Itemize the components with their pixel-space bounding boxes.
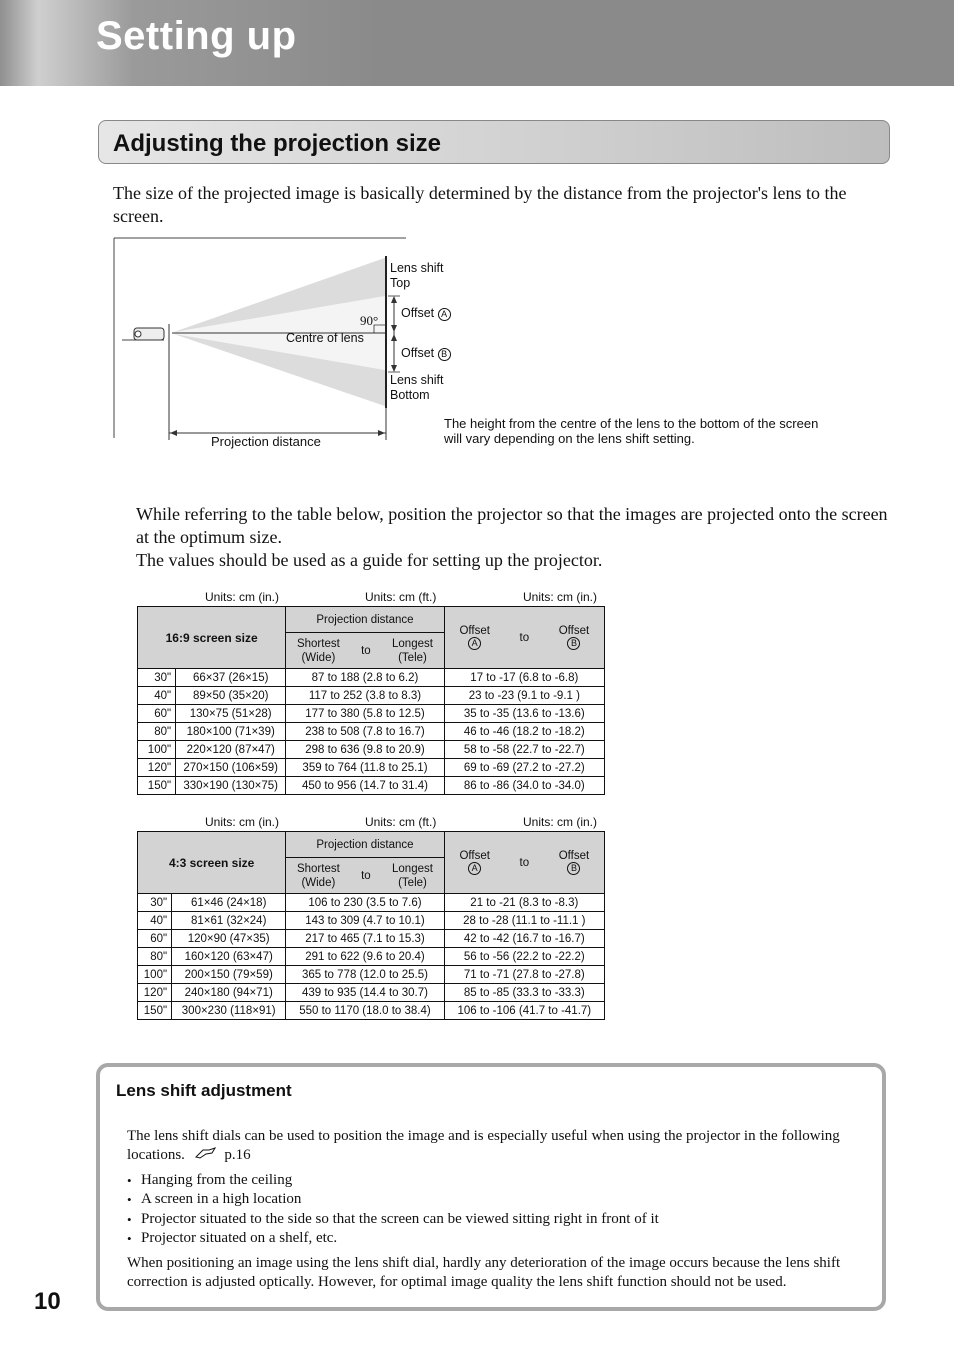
projection-distance-header: Projection distance — [286, 607, 444, 633]
distance-cell: 291 to 622 (9.6 to 20.4) — [286, 948, 444, 966]
distance-cell: 87 to 188 (2.8 to 6.2) — [286, 669, 444, 687]
lens-shift-bottom-line2: Bottom — [390, 388, 430, 402]
table-row — [138, 894, 605, 912]
screen-size-cell: 60" — [138, 705, 176, 723]
distance-cell: 177 to 380 (5.8 to 12.5) — [286, 705, 444, 723]
offset-cell: 17 to -17 (6.8 to -6.8) — [444, 669, 604, 687]
units-offset-43: Units: cm (in.) — [523, 815, 598, 829]
table-intro-line1: While referring to the table below, position the projector so that the images are projected onto the screen at the optimum size. — [136, 504, 888, 547]
distance-subheader — [286, 633, 444, 669]
distance-cell: 238 to 508 (7.8 to 16.7) — [286, 723, 444, 741]
screen-size-table-169 — [137, 606, 605, 795]
dimensions-cell: 81×61 (32×24) — [172, 912, 286, 930]
screen-size-table-43 — [137, 831, 605, 1020]
offset-to: to — [519, 631, 530, 644]
wide-label: (Wide) — [301, 876, 336, 889]
offset-cell: 21 to -21 (8.3 to -8.3) — [444, 894, 604, 912]
list-item: • Projector situated to the side so that the screen can be viewed sitting right in front of it — [127, 1210, 659, 1229]
table-row — [138, 1002, 605, 1020]
screen-size-cell: 40" — [138, 912, 172, 930]
screen-size-cell: 150" — [138, 1002, 172, 1020]
distance-cell: 106 to 230 (3.5 to 7.6) — [286, 894, 444, 912]
dimensions-cell: 240×180 (94×71) — [172, 984, 286, 1002]
screen-size-cell: 30" — [138, 669, 176, 687]
screen-size-cell: 80" — [138, 948, 172, 966]
screen-size-cell: 100" — [138, 741, 176, 759]
distance-to: to — [361, 644, 371, 657]
offset-cell: 69 to -69 (27.2 to -27.2) — [444, 759, 604, 777]
table-row — [138, 966, 605, 984]
units-distance-43: Units: cm (ft.) — [365, 815, 437, 829]
table-row — [138, 777, 605, 795]
table-row — [138, 984, 605, 1002]
distance-cell: 450 to 956 (14.7 to 31.4) — [286, 777, 444, 795]
longest-label: Longest — [392, 637, 433, 650]
circle-b-icon: B — [567, 862, 580, 875]
circle-b-icon: B — [567, 637, 580, 650]
dimensions-cell: 89×50 (35×20) — [176, 687, 286, 705]
offset-b-header: Offset — [558, 850, 590, 862]
page-ref-icon — [195, 1146, 217, 1165]
lens-shift-bottom-label — [390, 373, 444, 403]
table-row — [138, 948, 605, 966]
screen-size-cell: 60" — [138, 930, 172, 948]
offset-b-label — [401, 346, 451, 361]
table-row — [138, 669, 605, 687]
dimensions-cell: 270×150 (106×59) — [176, 759, 286, 777]
dimensions-cell: 61×46 (24×18) — [172, 894, 286, 912]
table-row — [138, 930, 605, 948]
lens-shift-title: Lens shift adjustment — [116, 1081, 292, 1100]
tele-label: (Tele) — [398, 876, 427, 889]
projection-distance-header: Projection distance — [286, 832, 444, 858]
lens-shift-top-label — [390, 261, 444, 291]
wide-label: (Wide) — [301, 651, 336, 664]
shortest-label: Shortest — [296, 862, 340, 875]
dimensions-cell: 160×120 (63×47) — [172, 948, 286, 966]
size-header: 16:9 screen size — [138, 607, 286, 669]
offset-b-text: Offset — [401, 346, 435, 360]
offset-a-label — [401, 306, 451, 321]
shortest-label: Shortest — [296, 637, 340, 650]
projector-icon — [134, 328, 164, 340]
offset-b-header: Offset — [558, 625, 590, 637]
diagram-note: The height from the centre of the lens to the bottom of the screen will vary depending on the lens shift setting. — [444, 416, 819, 446]
centre-of-lens-label: Centre of lens — [286, 331, 364, 345]
section-title: Adjusting the projection size — [113, 130, 442, 157]
screen-size-cell: 150" — [138, 777, 176, 795]
table-row — [138, 912, 605, 930]
dimensions-cell: 220×120 (87×47) — [176, 741, 286, 759]
circle-a-icon: A — [438, 308, 451, 321]
dimensions-cell: 330×190 (130×75) — [176, 777, 286, 795]
distance-cell: 217 to 465 (7.1 to 15.3) — [286, 930, 444, 948]
offset-cell: 23 to -23 (9.1 to -9.1 ) — [444, 687, 604, 705]
table-row — [138, 705, 605, 723]
units-size-43: Units: cm (in.) — [205, 815, 280, 829]
list-item: • Projector situated on a shelf, etc. — [127, 1229, 659, 1248]
offset-cell: 58 to -58 (22.7 to -22.7) — [444, 741, 604, 759]
screen-size-cell: 80" — [138, 723, 176, 741]
units-distance-169: Units: cm (ft.) — [365, 590, 437, 604]
projection-diagram — [112, 236, 832, 456]
angle-label: 90° — [360, 313, 379, 328]
distance-to: to — [361, 869, 371, 882]
longest-label: Longest — [392, 862, 433, 875]
lens-shift-intro — [127, 1127, 867, 1165]
table-row — [138, 687, 605, 705]
table-row — [138, 741, 605, 759]
dimensions-cell: 66×37 (26×15) — [176, 669, 286, 687]
offset-cell: 86 to -86 (34.0 to -34.0) — [444, 777, 604, 795]
distance-cell: 143 to 309 (4.7 to 10.1) — [286, 912, 444, 930]
screen-size-cell: 40" — [138, 687, 176, 705]
offset-cell: 35 to -35 (13.6 to -13.6) — [444, 705, 604, 723]
lens-shift-bottom-line1: Lens shift — [390, 373, 444, 387]
offset-a-text: Offset — [401, 306, 435, 320]
units-size-169: Units: cm (in.) — [205, 590, 280, 604]
page-ref-link[interactable]: p.16 — [224, 1147, 251, 1163]
distance-cell: 117 to 252 (3.8 to 8.3) — [286, 687, 444, 705]
lens-shift-note: When positioning an image using the lens shift dial, hardly any deterioration of the image occurs because the lens shift correction is adjusted optically. However, for optimal image quality the lens shift function should not be used. — [127, 1255, 841, 1290]
screen-size-cell: 30" — [138, 894, 172, 912]
units-offset-169: Units: cm (in.) — [523, 590, 598, 604]
offset-cell: 46 to -46 (18.2 to -18.2) — [444, 723, 604, 741]
table-row — [138, 759, 605, 777]
dimensions-cell: 180×100 (71×39) — [176, 723, 286, 741]
circle-b-icon: B — [438, 348, 451, 361]
list-item: • Hanging from the ceiling — [127, 1171, 659, 1190]
section-header — [98, 120, 890, 164]
screen-size-cell: 120" — [138, 759, 176, 777]
table-row — [138, 723, 605, 741]
dimensions-cell: 300×230 (118×91) — [172, 1002, 286, 1020]
lens-shift-panel — [96, 1063, 886, 1311]
lens-shift-top-line1: Lens shift — [390, 261, 444, 275]
distance-cell: 365 to 778 (12.0 to 25.5) — [286, 966, 444, 984]
screen-size-cell: 120" — [138, 984, 172, 1002]
distance-cell: 359 to 764 (11.8 to 25.1) — [286, 759, 444, 777]
dimensions-cell: 130×75 (51×28) — [176, 705, 286, 723]
offset-header — [444, 607, 604, 669]
offset-a-header: Offset — [459, 850, 490, 862]
dimensions-cell: 120×90 (47×35) — [172, 930, 286, 948]
screen-size-cell: 100" — [138, 966, 172, 984]
circle-a-icon: A — [468, 862, 481, 875]
page-number: 10 — [34, 1288, 61, 1315]
lens-shift-intro-text: The lens shift dials can be used to position the image and is especially useful when using the projector in the following locations. — [127, 1128, 840, 1163]
offset-to: to — [519, 856, 530, 869]
page-title: Setting up — [96, 14, 297, 58]
lens-shift-top-line2: Top — [390, 276, 411, 290]
offset-cell: 28 to -28 (11.1 to -11.1 ) — [444, 912, 604, 930]
offset-cell: 56 to -56 (22.2 to -22.2) — [444, 948, 604, 966]
intro-paragraph: The size of the projected image is basically determined by the distance from the projector's lens to the screen. — [113, 183, 847, 226]
offset-cell: 42 to -42 (16.7 to -16.7) — [444, 930, 604, 948]
distance-cell: 550 to 1170 (18.0 to 38.4) — [286, 1002, 444, 1020]
distance-subheader — [286, 858, 444, 894]
location-list — [127, 1171, 659, 1248]
offset-cell: 71 to -71 (27.8 to -27.8) — [444, 966, 604, 984]
size-header: 4:3 screen size — [138, 832, 286, 894]
list-item: • A screen in a high location — [127, 1190, 659, 1209]
offset-cell: 85 to -85 (33.3 to -33.3) — [444, 984, 604, 1002]
offset-a-header: Offset — [459, 625, 490, 637]
table-intro-line2: The values should be used as a guide for setting up the projector. — [136, 550, 603, 570]
circle-a-icon: A — [468, 637, 481, 650]
offset-header — [444, 832, 604, 894]
table-intro — [136, 503, 896, 572]
distance-cell: 298 to 636 (9.8 to 20.9) — [286, 741, 444, 759]
projection-distance-label: Projection distance — [211, 434, 321, 449]
offset-cell: 106 to -106 (41.7 to -41.7) — [444, 1002, 604, 1020]
tele-label: (Tele) — [398, 651, 427, 664]
dimensions-cell: 200×150 (79×59) — [172, 966, 286, 984]
distance-cell: 439 to 935 (14.4 to 30.7) — [286, 984, 444, 1002]
